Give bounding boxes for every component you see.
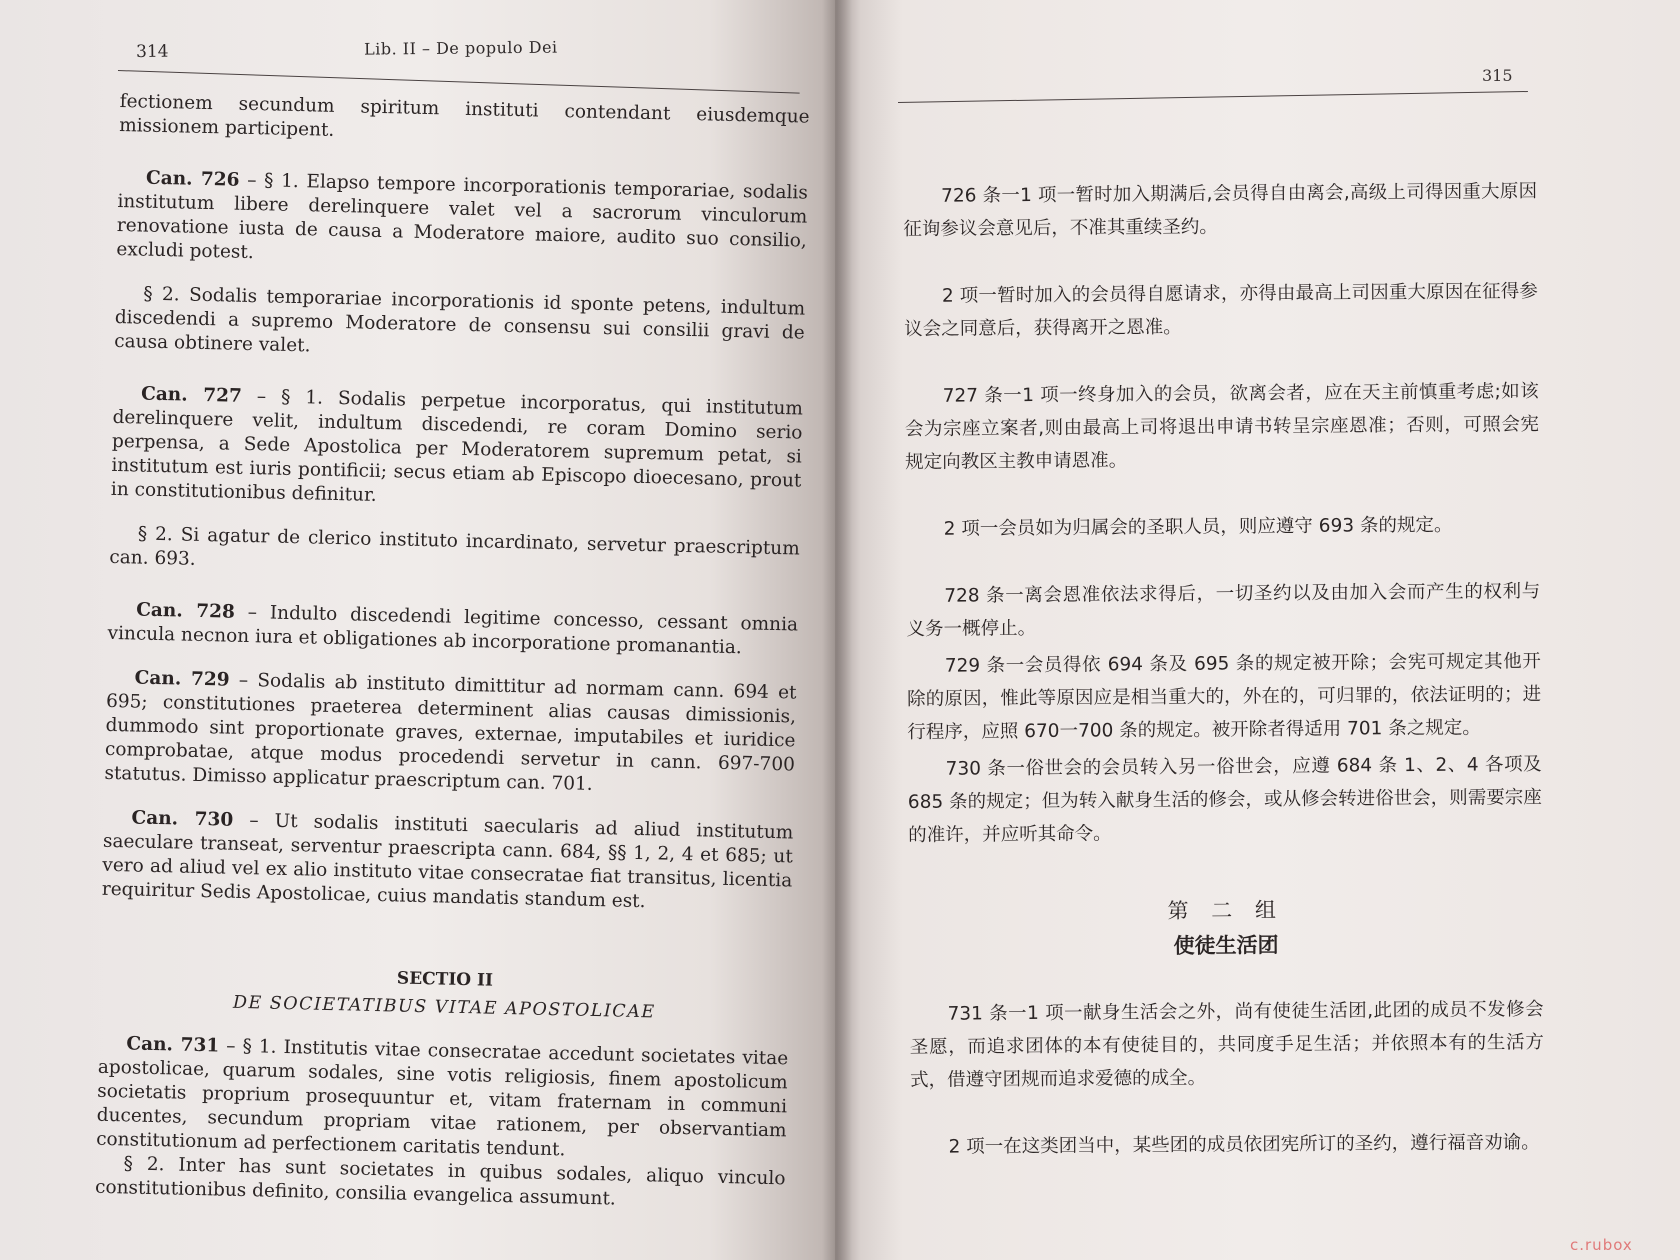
canon-paragraph: Can. 729 – Sodalis ab instituto dimittitur ad normam cann. 694 et 695; constitutiones praeterea determinent alias causas dimissionis, dummodo sint proportionate graves, externae, imputabiles et iuridice comprobatae, atque modus procedendi servetur in cann. 697-700 statutus. Dimisso applicatur praescriptum can. 701. (104, 667, 797, 795)
canon-paragraph: Can. 731 – § 1. Institutis vitae consecratae accedunt societates vitae apostolicae, quarum sodales, sine votis religiosis, finem apostolicum societatis proprium prosequuntur et, vitam fraternam in communi ducentes, secundum propriam vitae rationem, per observantiam constitutionum ad perfectionem caritatis tendunt. (95, 1033, 789, 1161)
group-title: 第 二 组 (1167, 898, 1285, 923)
left-body-text (95, 90, 810, 1215)
running-head: Lib. II – De populo Dei (363, 37, 558, 59)
section-subtitle: DE SOCIETATIBUS VITAE APOSTOLICAE (232, 992, 656, 1023)
canon-paragraph: Can. 730 – Ut sodalis instituti saecularis ad aliud institutum saeculare transeat, serventur praescripta cann. 684, §§ 1, 2, 4 et 685; ut vero ad aliud vel ex alio instituto vitae consecratae fiat transitus, licentia requiritur Sedis Apostolicae, cuius mandatis standum est. (101, 807, 794, 913)
chinese-paragraph: 727 条一1 项一终身加入的会员，欲离会者，应在天主前慎重考虑;如该会为宗座立案者,则由最高上司将退出申请书转呈宗座恩准；否则，可照会宪规定向教区主教申请恩准。 (904, 381, 1540, 473)
canon-paragraph: Can. 728 – Indulto discedendi legitime concesso, cessant omnia vincula necnon iura et obligationes ab incorporatione promanantia. (107, 599, 799, 659)
chinese-paragraph: 726 条一1 项一暂时加入期满后,会员得自由离会,高级上司得因重大原因征询参议会意见后，不准其重续圣约。 (903, 181, 1538, 240)
left-page-number: 314 (136, 41, 169, 62)
canon-paragraph: § 2. Si agatur de clerico instituto incardinato, servetur praescriptum can. 693. (109, 523, 800, 570)
chinese-paragraph: 731 条一1 项一献身生活会之外，尚有使徒生活团,此团的成员不发修会圣愿，而追求团体的本有使徒目的，共同度手足生活；并依照本有的生活方式，借遵守团规而追求爱德的成全。 (909, 998, 1544, 1091)
canon-paragraph: Can. 727 – § 1. Sodalis perpetue incorporatus, qui institutum derelinquere velit, indultum discedendi, re coram Domino serio perpensa, a Sede Apostolica per Moderatorem supremum petat, si institutum est iuris pontificii; secus etiam ab Episcopo dioecesano, prout in constitutionibus definitur. (110, 383, 804, 506)
chinese-paragraph: 730 条一俗世会的会员转入另一俗世会，应遵 684 条 1、2、4 各项及 685 条的规定；但为转入献身生活的修会，或从修会转进俗世会，则需要宗座的准许，并应听其命令。 (907, 754, 1542, 846)
chinese-paragraph: 2 项一在这类团当中，某些团的成员依团宪所订的圣约，遵行福音劝谕。 (948, 1132, 1540, 1158)
chinese-paragraph: 2 项一会员如为归属会的圣职人员，则应遵守 693 条的规定。 (943, 514, 1453, 540)
chinese-paragraph: 728 条一离会恩准依法求得后，一切圣约以及由加入会而产生的权利与义务一概停止。 (906, 581, 1541, 640)
right-body-text (903, 175, 1545, 1164)
chinese-paragraph: 2 项一暂时加入的会员得自愿请求，亦得由最高上司因重大原因在征得参议会之同意后，获得离开之恩准。 (904, 281, 1538, 340)
canon-paragraph: § 2. Sodalis temporariae incorporationis id sponte petens, indultum discedendi a supremo Moderatore de consensu sui consilii gravi de causa obtinere valet. (114, 283, 806, 357)
book-gutter (822, 0, 852, 1260)
canon-paragraph: § 2. Inter has sunt societates in quibus sodales, aliquo vinculo constitutionibus definito, consilia evangelica assumunt. (94, 1153, 786, 1210)
right-page-number: 315 (1482, 66, 1513, 85)
section-title: SECTIO II (396, 968, 494, 991)
chinese-paragraph: 729 条一会员得依 694 条及 695 条的规定被开除；会宪可规定其他开除的原因，惟此等原因应是相当重大的，外在的，可归罪的，依法证明的；进行程序，应照 670一700 条的规定。被开除者得适用 701 条之规定。 (906, 651, 1542, 743)
canon-paragraph: Can. 726 – § 1. Elapso tempore incorporationis temporariae, sodalis institutum libere derelinquere valet vel a sacrorum vinculorum renovatione iusta de causa a Moderatore maiore, audito suo consilio, excludi potest. (116, 167, 809, 264)
group-name: 使徒生活团 (1173, 933, 1279, 958)
canon-paragraph: fectionem secundum spiritum instituti contendant eiusdemque missionem participent. (118, 90, 810, 141)
watermark: c.rubox (1570, 1236, 1633, 1254)
